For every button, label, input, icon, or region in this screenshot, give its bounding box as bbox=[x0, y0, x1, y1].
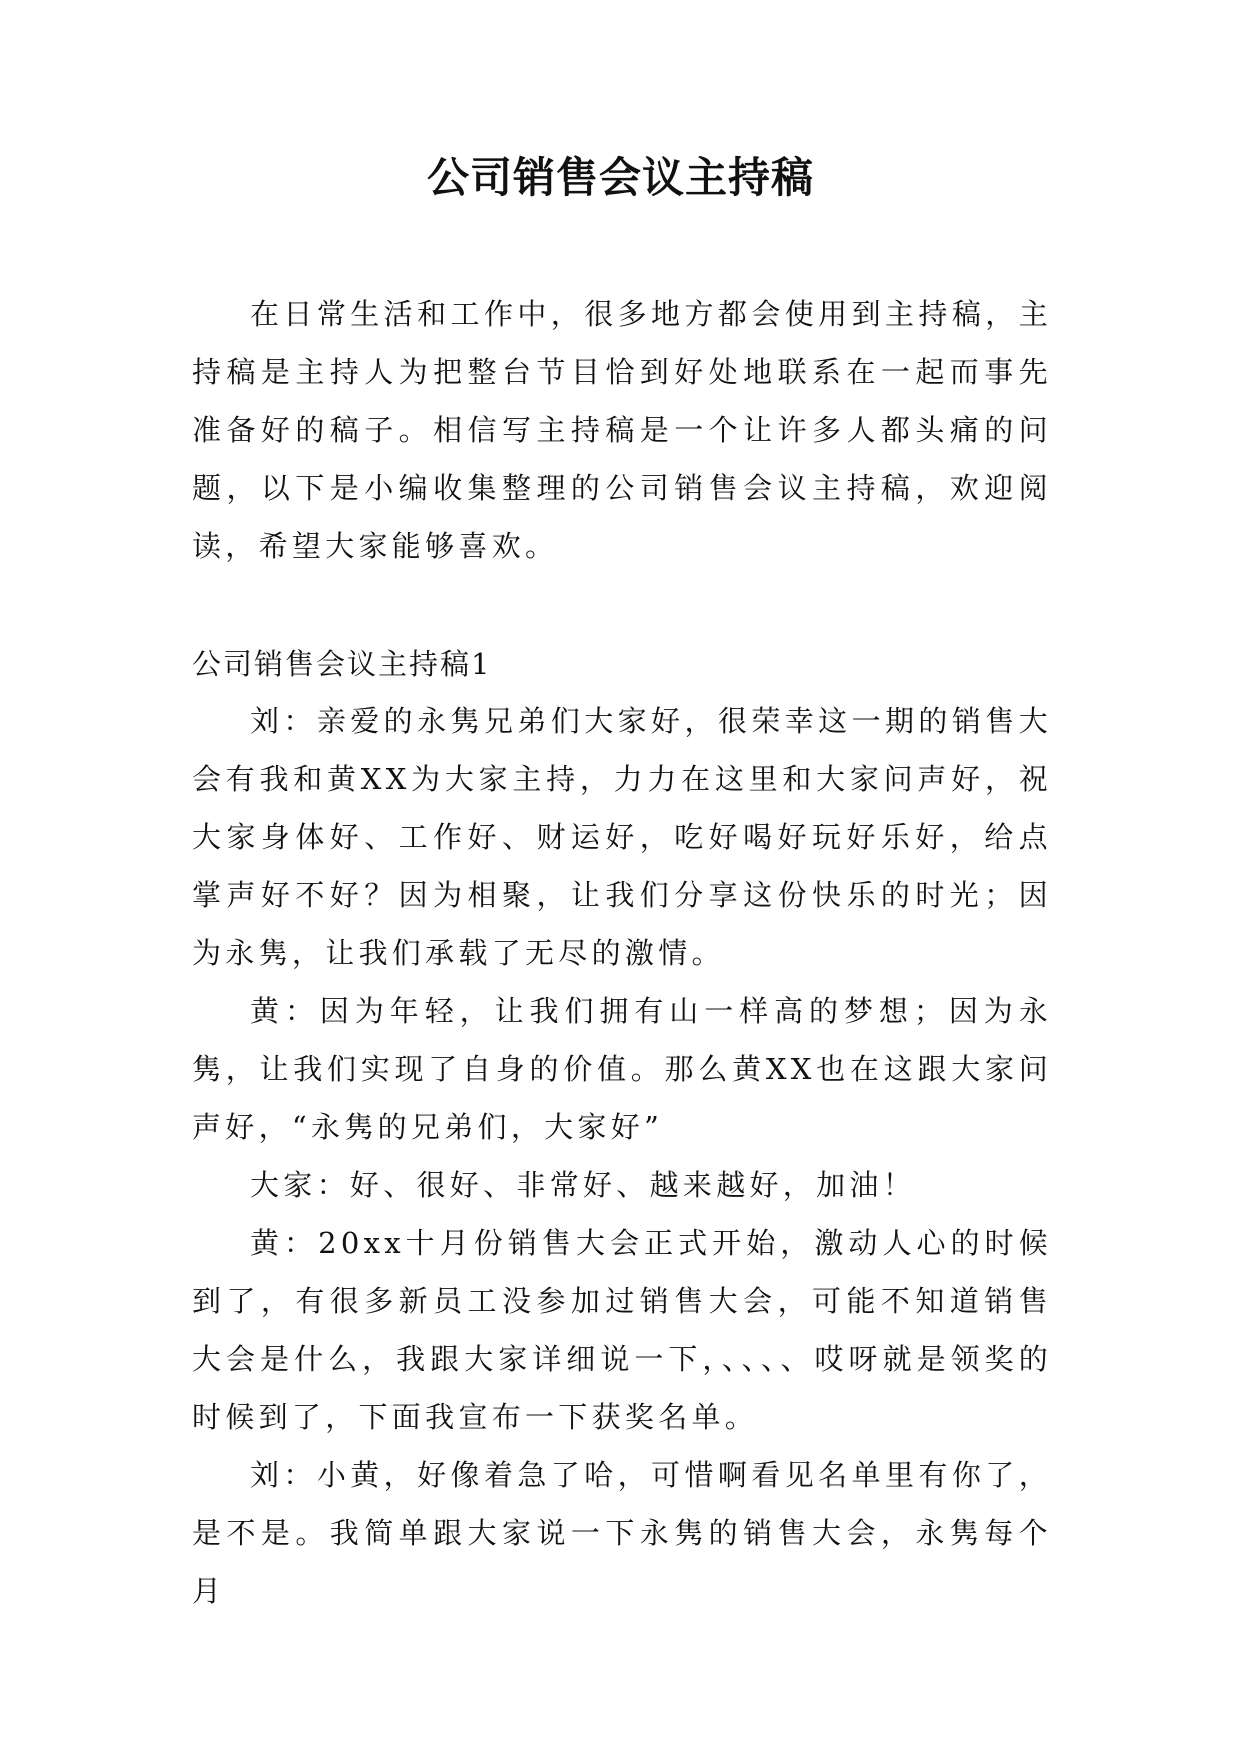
dialogue-paragraph: 刘：亲爱的永隽兄弟们大家好，很荣幸这一期的销售大会有我和黄XX为大家主持，力力在这里和大家问声好，祝大家身体好、工作好、财运好，吃好喝好玩好乐好，给点掌声好不好？因为相聚，让我们分享这份快乐的时光；因为永隽，让我们承载了无尽的激情。 bbox=[192, 704, 1052, 970]
dialogue-paragraph: 大家：好、很好、非常好、越来越好，加油！ bbox=[250, 1168, 917, 1202]
intro-paragraph: 在日常生活和工作中，很多地方都会使用到主持稿，主持稿是主持人为把整台节目恰到好处地联系在一起而事先准备好的稿子。相信写主持稿是一个让许多人都头痛的问题，以下是小编收集整理的公司销售会议主持稿，欢迎阅读，希望大家能够喜欢。 bbox=[192, 297, 1052, 563]
dialogue-paragraph: 黄：因为年轻，让我们拥有山一样高的梦想；因为永隽，让我们实现了自身的价值。那么黄XX也在这跟大家问声好，“永隽的兄弟们，大家好” bbox=[192, 994, 1052, 1144]
document-title: 公司销售会议主持稿 bbox=[426, 153, 814, 202]
section-heading: 公司销售会议主持稿1 bbox=[192, 647, 492, 681]
dialogue-section bbox=[192, 692, 1052, 1620]
intro-section bbox=[192, 285, 1052, 575]
dialogue-paragraph: 刘：小黄，好像着急了哈，可惜啊看见名单里有你了，是不是。我简单跟大家说一下永隽的销售大会，永隽每个月 bbox=[192, 1458, 1052, 1608]
dialogue-paragraph: 黄：20xx十月份销售大会正式开始，激动人心的时候到了，有很多新员工没参加过销售大会，可能不知道销售大会是什么，我跟大家详细说一下，、、、、哎呀就是领奖的时候到了，下面我宣布一下获奖名单。 bbox=[192, 1226, 1052, 1434]
